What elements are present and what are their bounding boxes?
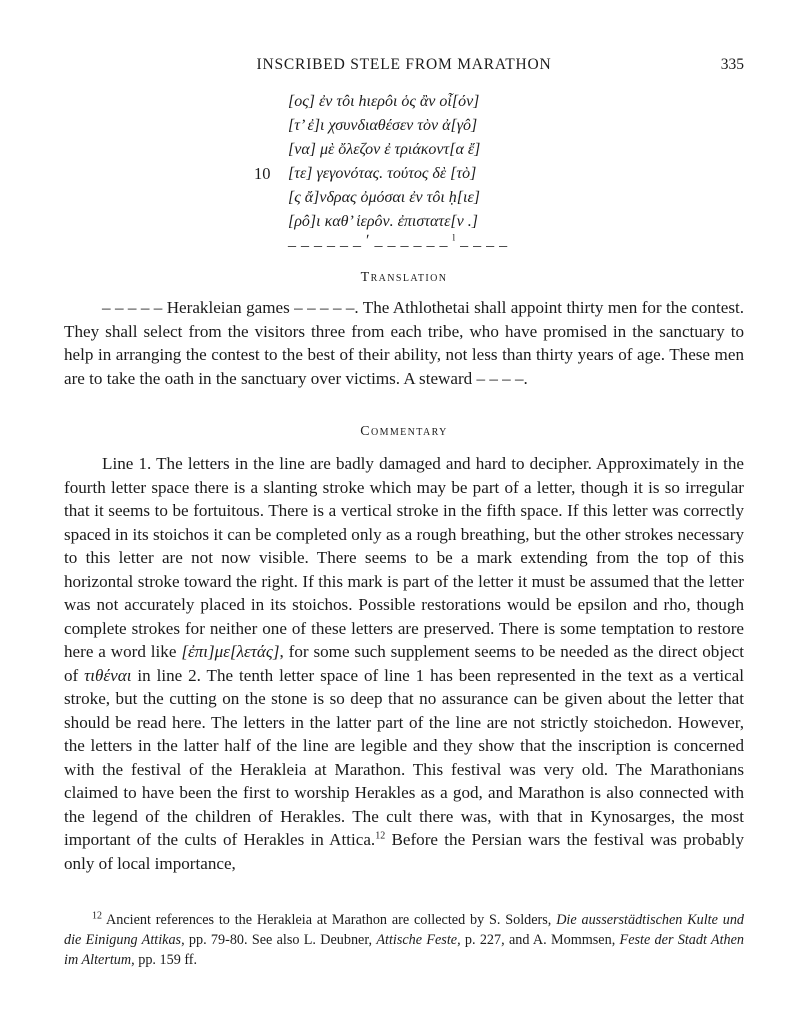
footnote-text: , pp. 159 ff. bbox=[131, 952, 198, 968]
inscription-line bbox=[250, 186, 550, 210]
line-number: 10 bbox=[254, 164, 271, 183]
translation-heading: Translation bbox=[360, 270, 448, 285]
commentary-heading: Commentary bbox=[360, 424, 448, 439]
greek-word: τιθέναι bbox=[84, 665, 132, 685]
commentary-text: , for some such supplement seems to be needed as the direct object of bbox=[64, 642, 744, 685]
inscription-line bbox=[250, 90, 550, 114]
greek-word: [ἐπι]με[λετάς] bbox=[181, 642, 280, 661]
inscription-line bbox=[250, 162, 550, 186]
footnote-reference: 12 bbox=[375, 830, 386, 842]
footnote-marker: 12 bbox=[92, 910, 102, 922]
inscription-line-text: [ρô]ι καθ’ ἱερôν. ἐπιστατε[ν .] bbox=[288, 213, 478, 230]
inscription-line bbox=[250, 114, 550, 138]
footnote-text: , p. 227, and A. Mommsen, bbox=[457, 932, 616, 948]
footnote bbox=[64, 910, 744, 970]
commentary-text: Before the Persian wars the festival was probably only of local importance, bbox=[64, 830, 744, 873]
inscription-line-text: [τε] γεγονότας. τούτος δὲ [τὸ] bbox=[288, 165, 477, 182]
inscription-line-text: [ος] ἐν τôι hιερôι ὁς ἂν οἶ[όν] bbox=[288, 93, 480, 110]
inscription-line bbox=[250, 210, 550, 234]
inscription-line-text: [ς ἄ]νδρας ὀμόσαι ἐν τôι ḥ[ιε] bbox=[288, 189, 480, 206]
commentary-text: Line 1. The letters in the line are badly damaged and hard to decipher. Approximately in the fourth letter space there is a slanting stroke which may be part of a letter, though it is so irregular that it seems to be fortuitous. There is a vertical stroke in the fifth space. If this letter was correctly spaced in its stoichos it can be completed only as a rough breathing, but the other strokes necessary to this letter are not now visible. There seems to be a mark extending from the top of this horizontal stroke toward the right. If this mark is part of the letter it must be assumed that the letter was not accurately placed in its stoichos. Possible restorations would be epsilon and rho, though complete strokes for neither one of these letters are preserved. There is some temptation to restore here a word like bbox=[64, 454, 744, 661]
inscription-line-text: [να] μὲ ὄλεζον ἐ τριάκοντ[α ἔ] bbox=[288, 141, 481, 158]
footnote-title: Attische Feste bbox=[376, 932, 458, 948]
inscription-line-text: [τ’ ἐ]ι χσυνδιαθέσεν τὸν ἀ[γô] bbox=[288, 117, 478, 134]
footnote-title: Die ausserstädtischen Kulte und die Einigung Attikas bbox=[64, 912, 745, 948]
footnote-text: Ancient references to the Herakleia at Marathon are collected by S. Solders, bbox=[106, 912, 552, 928]
inscription-gap-marker bbox=[250, 234, 550, 248]
running-title: INSCRIBED STELE FROM MARATHON bbox=[256, 56, 552, 73]
page-number: 335 bbox=[720, 56, 744, 73]
page-header bbox=[64, 56, 744, 80]
inscription-line bbox=[250, 138, 550, 162]
gap-marker-text: _ _ _ _ _ _ ʹ _ _ _ _ _ _ ˡ _ _ _ _ bbox=[288, 232, 508, 249]
commentary-text: in line 2. The tenth letter space of line 1 has been represented in the text as a vertical stroke, but the cutting on the stone is so deep that no assurance can be given about the letter that should be read here. The letters in the latter part of the line are not strictly stoichedon. However, the letters in the latter half of the line are legible and they show that the inscription is concerned with the festival of the Herakleia at Marathon. This festival was very old. The Marathonians claimed to have been the first to worship Herakles as a god, and Marathon is also connected with the legend of the children of Herakles. The cult there was, with that in Kynosarges, the most important of the cults of Herakles in Attica. bbox=[64, 665, 744, 849]
inscription-text bbox=[250, 90, 550, 248]
translation-paragraph: – – – – – Herakleian games – – – – –. The Athlothetai shall appoint thirty men for the contest. They shall select from the visitors three from each tribe, who have promised in the sanctuary to help in arranging the contest to the best of their ability, not less than thirty years of age. These men are to take the oath in the sanctuary over victims. A steward – – – –. bbox=[64, 298, 744, 388]
footnote-text: , pp. 79-80. See also L. Deubner, bbox=[181, 932, 373, 948]
footnote-title: Feste der Stadt Athen im Altertum bbox=[64, 932, 745, 968]
commentary-paragraph bbox=[64, 452, 744, 875]
